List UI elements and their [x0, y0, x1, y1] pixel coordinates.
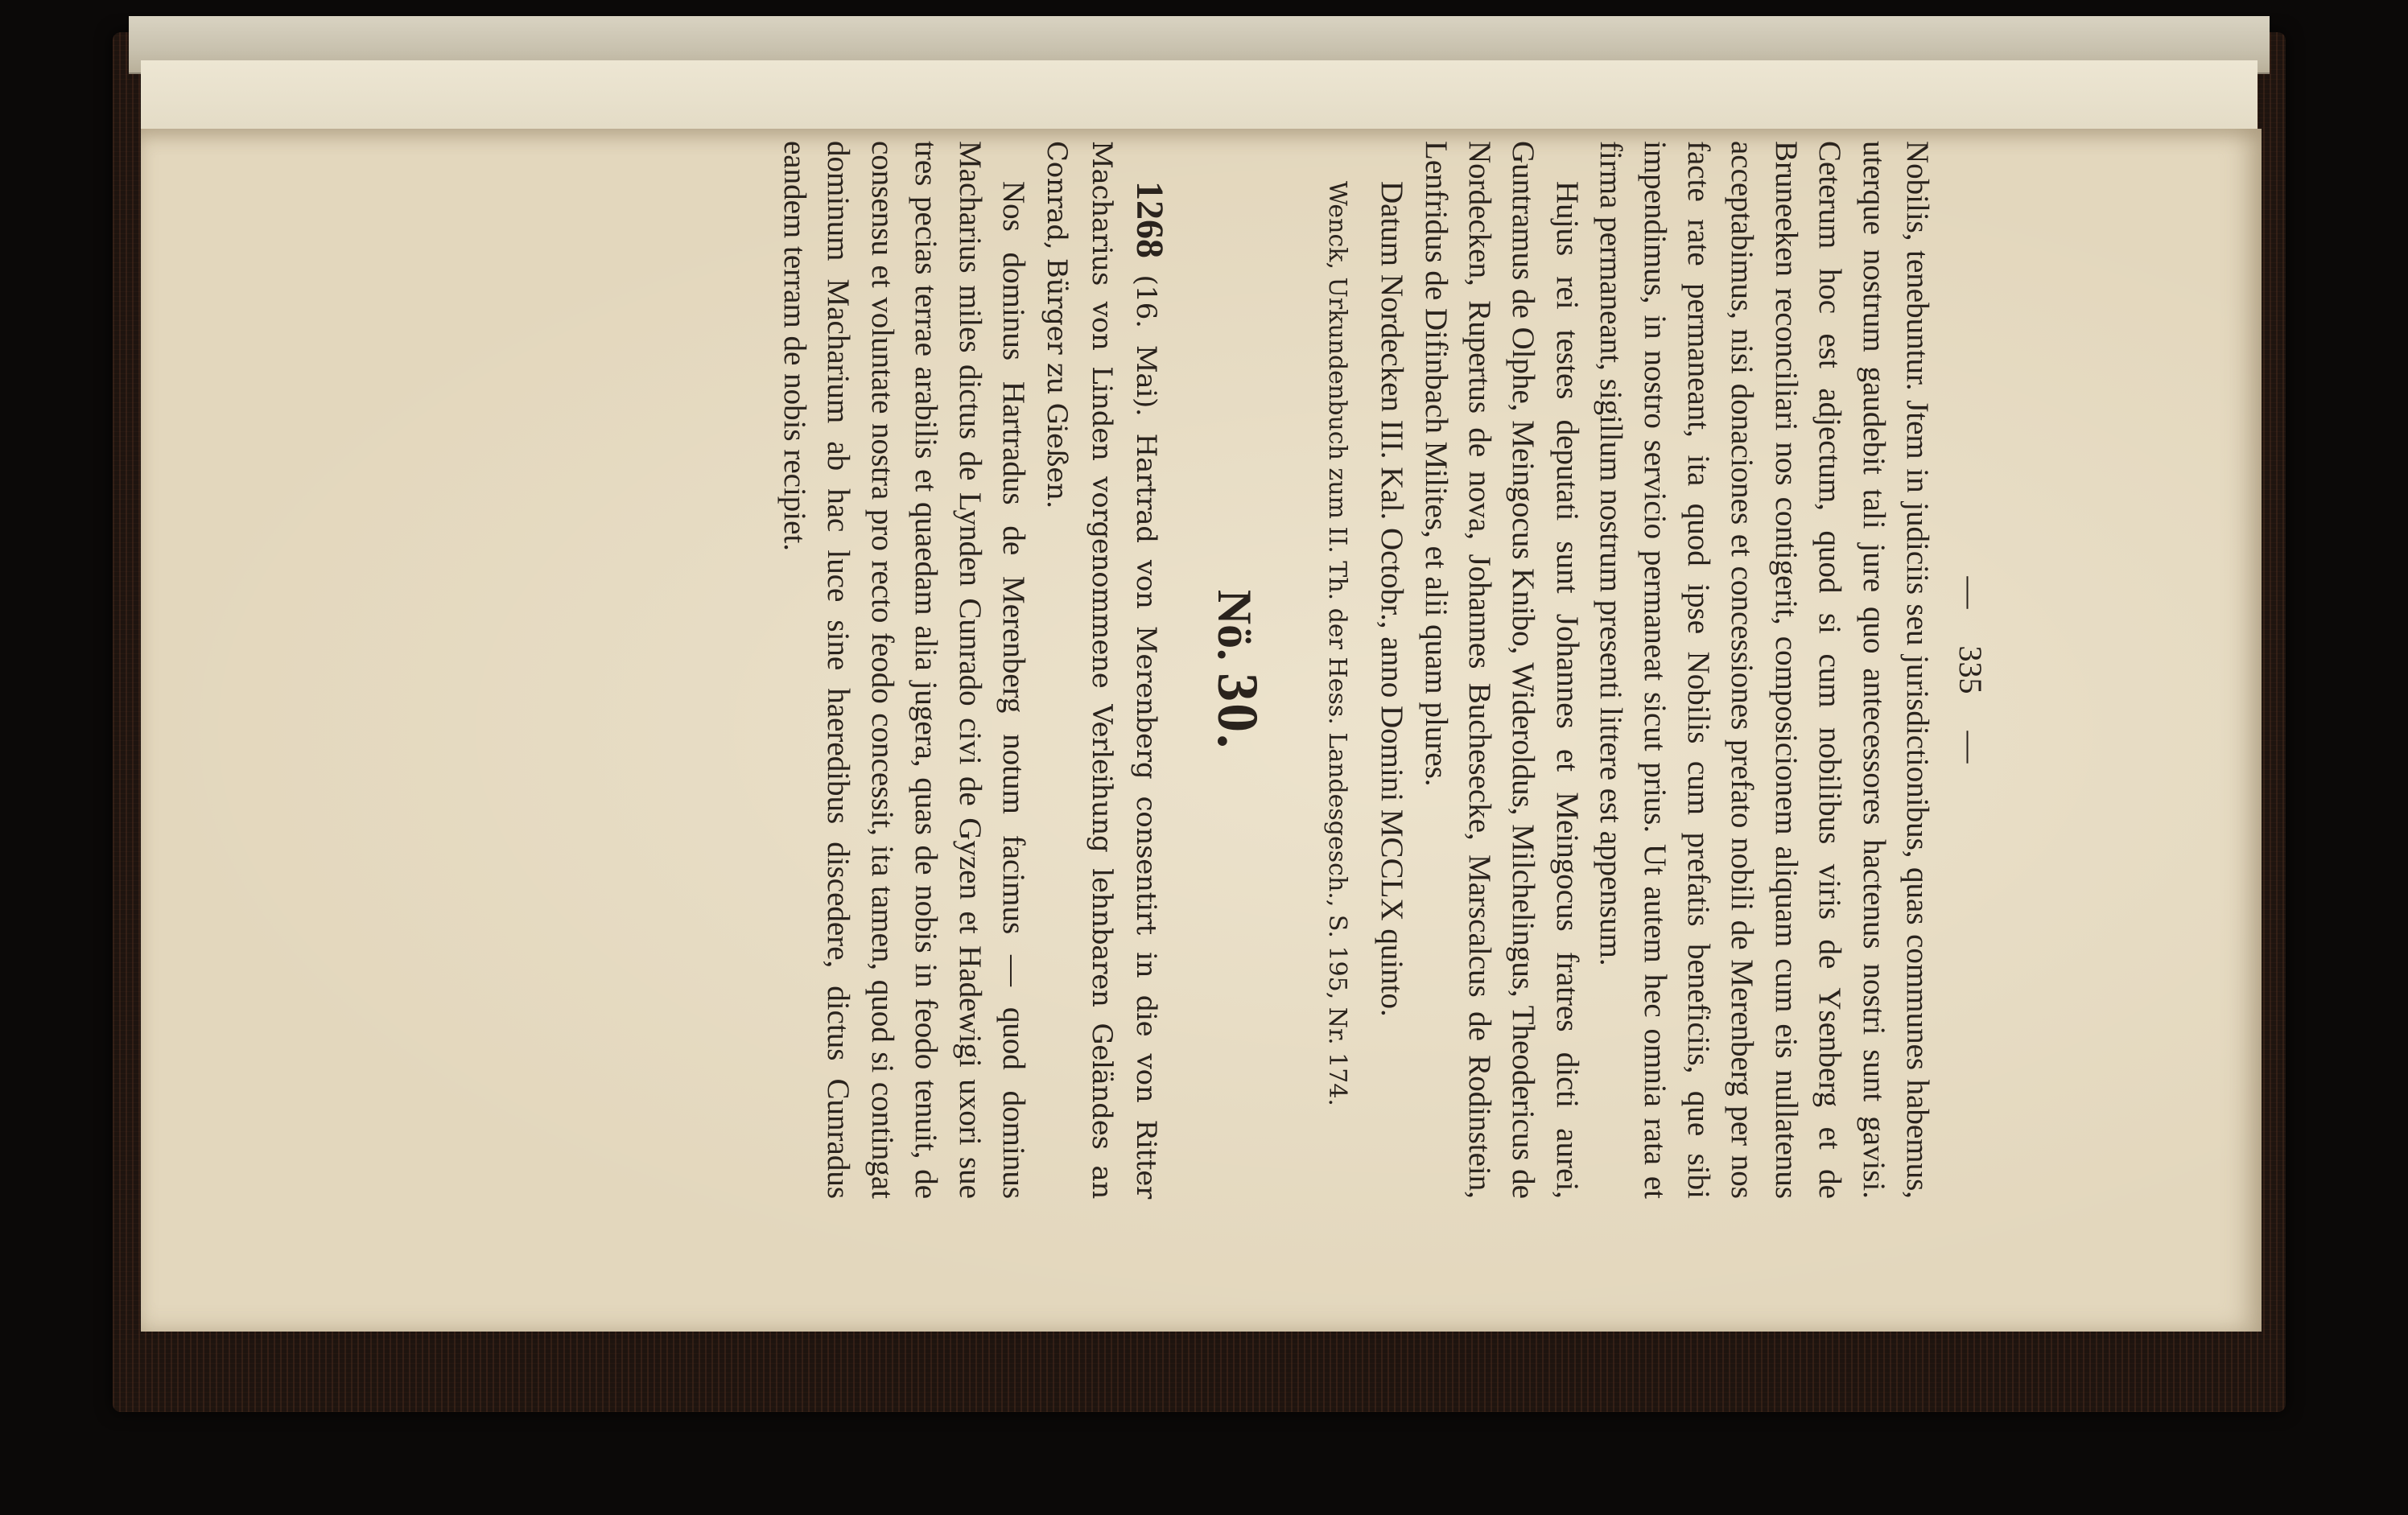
continuation-paragraph: Nobilis, tenebuntur. Jtem in judiciis seu jurisdictionibus, quas communes habemus, uterque nostrum gaudebit tali jure quo antecessores hactenus nostri sunt gavisi. Ceterum hoc est adjectum, quod si cum nobilibus viris de Ysenberg et de Bruneeken reconciliari nos contigerit, composicionem aliquam cum eis nullatenus acceptabimus, nisi donaciones et concessiones prefato nobili de Merenberg per nos facte rate permaneant, ita quod ipse Nobilis cum prefatis beneficiis, que sibi impendimus, in nostro servicio permaneat sicut prius. Ut autem hec omnia rata et firma permaneant, sigillum nostrum presenti littere est appensum. — [1594, 141, 1935, 1199]
witness-paragraph: Hujus rei testes deputati sunt Johannes et Meingocus fratres dicti aurei, Guntramus de Olphe, Meingocus Knibo, Wideroldus, Milchelingus, Theodericus de Nordecken, Rupertus de nova, Johannes Buchesecke, Marscalcus de Rodinstein, Lenfridus de Difinbach Milites, et alii quam plures. — [1418, 141, 1585, 1199]
document-number-label: Nö. — [1208, 589, 1262, 661]
document-summary — [1035, 141, 1171, 1199]
document-summary-text: (16. Mai). Hartrad von Merenberg consentirt in die von Ritter Macharius von Linden vorgenommene Verleihung lehnbaren Geländes an Conrad, Bürger zu Gießen. — [1041, 141, 1163, 1199]
document-year: 1268 — [1128, 181, 1172, 258]
page-header — [1948, 141, 1992, 1199]
page-text-block — [777, 141, 1992, 1199]
header-dash-left: — — [1952, 576, 1989, 609]
source-citation: Wenck, Urkundenbuch zum II. Th. der Hess. Landesgesch., S. 195, Nr. 174. — [1322, 181, 1351, 1106]
document-body: Nos dominus Hartradus de Merenberg notum facimus — quod dominus Macharius miles dictus de Lynden Cunrado civi de Gyzen et Hadewigi uxori sue tres pecias terrae arabilis et quaedam alia jugera, quas de nobis in feodo tenuit, de consensu et voluntate nostra pro recto feodo concessit, ita tamen, quod si contingat dominum Macharium ab hac luce sine haeredibus discedere, dictus Cunradus eandem terram de nobis recipiet. — [777, 141, 1032, 1199]
document-number-heading — [1203, 141, 1271, 1199]
page-number: 335 — [1952, 645, 1989, 694]
header-dash-right: — — [1952, 731, 1989, 764]
dating-clause: Datum Nordecken III. Kal. Octobr., anno Domini MCCLX quinto. — [1375, 181, 1410, 1017]
document-number: 30. — [1206, 673, 1271, 751]
